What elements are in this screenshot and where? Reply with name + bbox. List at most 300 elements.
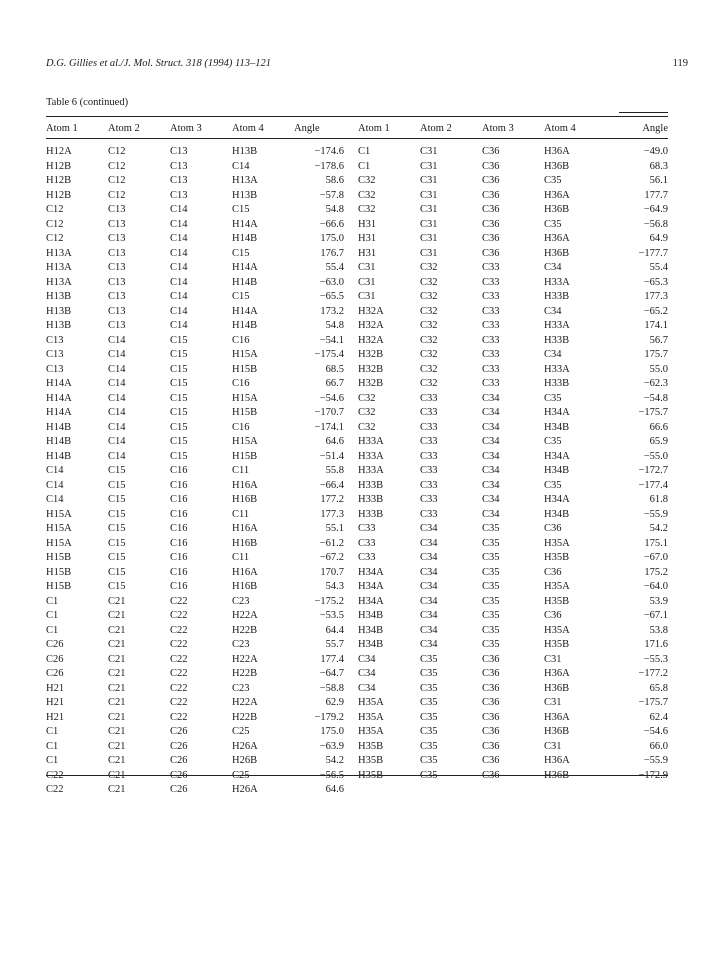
atom-cell: C13 — [108, 291, 126, 302]
atom-cell: H13B — [232, 146, 258, 157]
angle-cell: −62.3 — [643, 378, 668, 389]
angle-cell: −54.1 — [319, 334, 344, 346]
atom-cell: H34B — [358, 639, 384, 650]
atom-cell: C33 — [420, 450, 438, 462]
angle-cell: 175.0 — [320, 726, 344, 737]
atom-cell: H35B — [358, 740, 384, 752]
atom-cell: C34 — [482, 436, 500, 447]
atom-cell: C15 — [170, 378, 188, 389]
angle-cell: 68.3 — [649, 160, 668, 172]
atom-cell: C13 — [108, 320, 126, 331]
atom-cell: C32 — [358, 189, 376, 201]
atom-cell: C34 — [544, 349, 562, 360]
atom-cell: C34 — [420, 639, 438, 650]
atom-cell: H14B — [232, 320, 258, 331]
angle-cell: −177.7 — [638, 247, 668, 259]
table-row — [46, 624, 668, 639]
atom-cell: C14 — [170, 204, 188, 215]
angle-cell: −177.2 — [638, 668, 668, 679]
atom-cell: H26B — [232, 755, 258, 766]
atom-cell: C14 — [232, 160, 250, 172]
atom-cell: C21 — [108, 726, 126, 737]
atom-cell: H34A — [544, 407, 570, 418]
atom-cell: H34B — [544, 508, 570, 520]
table-row — [46, 566, 668, 581]
angle-cell: −174.6 — [314, 146, 344, 157]
atom-cell: H33A — [544, 320, 570, 331]
angle-cell: 55.4 — [649, 262, 668, 273]
atom-cell: H35B — [544, 552, 570, 563]
atom-cell: C15 — [108, 537, 126, 549]
angle-cell: 173.2 — [320, 305, 344, 317]
running-header — [46, 58, 688, 74]
atom-cell: H15B — [232, 363, 258, 375]
atom-cell: C34 — [420, 624, 438, 636]
angle-cell: 54.2 — [325, 755, 344, 766]
table-row — [46, 392, 668, 407]
angle-cell: 62.4 — [649, 711, 668, 723]
table-row — [46, 160, 668, 175]
atom-cell: C32 — [420, 334, 438, 346]
atom-cell: C34 — [358, 653, 376, 665]
angle-cell: −57.8 — [319, 189, 344, 201]
angle-cell: 54.2 — [649, 523, 668, 534]
atom-cell: C14 — [46, 465, 64, 476]
atom-cell: C26 — [170, 740, 188, 752]
atom-cell: C33 — [482, 334, 500, 346]
atom-cell: C35 — [482, 624, 500, 636]
atom-cell: C36 — [544, 566, 562, 578]
atom-cell: C21 — [108, 711, 126, 723]
column-header: Atom 4 — [232, 123, 264, 134]
column-gap — [344, 725, 358, 740]
atom-cell: H35B — [544, 595, 570, 607]
column-gap — [344, 174, 358, 189]
atom-cell: H15A — [232, 436, 258, 447]
atom-cell: C15 — [108, 479, 126, 491]
atom-cell: H14A — [46, 407, 72, 418]
atom-cell: C26 — [46, 639, 64, 650]
atom-cell: C16 — [170, 566, 188, 578]
table-row — [46, 522, 668, 537]
atom-cell: C32 — [358, 175, 376, 186]
atom-cell: C35 — [482, 610, 500, 621]
table-row — [46, 247, 668, 262]
atom-cell: C36 — [482, 755, 500, 766]
column-gap — [344, 160, 358, 175]
atom-cell: C16 — [170, 537, 188, 549]
table-row — [46, 653, 668, 668]
atom-cell: C14 — [170, 320, 188, 331]
atom-cell: C32 — [420, 305, 438, 317]
angle-cell: −175.7 — [638, 407, 668, 418]
atom-cell: C36 — [482, 218, 500, 230]
atom-cell: C33 — [482, 378, 500, 389]
atom-cell: H34B — [544, 465, 570, 476]
angle-cell: 55.7 — [325, 639, 344, 650]
atom-cell: C35 — [544, 218, 562, 230]
atom-cell: C35 — [420, 769, 438, 781]
atom-cell: H15B — [232, 407, 258, 418]
column-gap — [344, 406, 358, 421]
atom-cell: H13A — [46, 276, 72, 288]
column-gap — [344, 508, 358, 523]
atom-cell: H13A — [46, 262, 72, 273]
atom-cell: H35A — [358, 697, 384, 708]
column-gap — [344, 783, 358, 798]
atom-cell: H36A — [544, 711, 570, 723]
atom-cell: C33 — [482, 291, 500, 302]
torsion-angle-table — [46, 119, 668, 798]
table-row — [46, 508, 668, 523]
atom-cell: C22 — [170, 697, 188, 708]
table-row — [46, 754, 668, 769]
atom-cell: H33A — [358, 465, 384, 476]
atom-cell: C34 — [420, 523, 438, 534]
atom-cell: C34 — [482, 494, 500, 505]
atom-cell: H33B — [544, 291, 570, 302]
atom-cell: H15B — [46, 581, 72, 592]
atom-cell: H22A — [232, 653, 258, 665]
column-gap — [344, 638, 358, 653]
column-header: Atom 3 — [482, 123, 514, 134]
atom-cell: C33 — [420, 392, 438, 404]
atom-cell: H15A — [46, 523, 72, 534]
atom-cell: H15A — [46, 537, 72, 549]
column-gap — [344, 305, 358, 320]
angle-cell: −51.4 — [319, 450, 344, 462]
angle-cell: −178.6 — [314, 160, 344, 172]
atom-cell: H15B — [46, 566, 72, 578]
atom-cell: C16 — [232, 378, 250, 389]
atom-cell: C32 — [358, 407, 376, 418]
atom-cell: C23 — [232, 682, 250, 694]
angle-cell: 175.2 — [644, 566, 668, 578]
angle-cell: 56.7 — [649, 334, 668, 346]
angle-cell: −49.0 — [643, 146, 668, 157]
atom-cell: C32 — [358, 421, 376, 433]
atom-cell: H13B — [46, 320, 72, 331]
atom-cell: C14 — [108, 421, 126, 433]
atom-cell: H35A — [544, 537, 570, 549]
atom-cell: C21 — [108, 668, 126, 679]
atom-cell: C16 — [170, 581, 188, 592]
atom-cell: C15 — [170, 450, 188, 462]
atom-cell: H22B — [232, 711, 258, 723]
angle-cell: 66.0 — [649, 740, 668, 752]
atom-cell: H35B — [358, 755, 384, 766]
angle-cell: −56.8 — [643, 218, 668, 230]
angle-cell: 56.1 — [649, 175, 668, 186]
atom-cell: C15 — [170, 363, 188, 375]
atom-cell: C14 — [108, 349, 126, 360]
atom-cell: C15 — [108, 552, 126, 563]
atom-cell: H34A — [544, 494, 570, 505]
atom-cell: H33B — [358, 479, 384, 491]
atom-cell: C33 — [420, 479, 438, 491]
atom-cell: H36B — [544, 204, 570, 215]
column-gap — [344, 464, 358, 479]
atom-cell: C34 — [420, 595, 438, 607]
atom-cell: C36 — [482, 682, 500, 694]
table-row — [46, 189, 668, 204]
atom-cell: C32 — [358, 392, 376, 404]
atom-cell: H15B — [46, 552, 72, 563]
angle-cell: 54.8 — [325, 204, 344, 215]
atom-cell: C14 — [170, 218, 188, 230]
table-row — [46, 218, 668, 233]
atom-cell: C33 — [420, 494, 438, 505]
column-gap — [344, 276, 358, 291]
column-gap — [344, 653, 358, 668]
atom-cell: C15 — [170, 421, 188, 433]
atom-cell: H33A — [358, 450, 384, 462]
atom-cell — [358, 783, 420, 798]
atom-cell: C11 — [232, 465, 250, 476]
atom-cell: C22 — [170, 682, 188, 694]
table-row — [46, 711, 668, 726]
table-row — [46, 450, 668, 465]
column-gap — [344, 392, 358, 407]
atom-cell: C36 — [482, 668, 500, 679]
angle-cell: 53.9 — [649, 595, 668, 607]
atom-cell: H16A — [232, 479, 258, 491]
atom-cell: H14B — [232, 233, 258, 244]
atom-cell: H14A — [46, 378, 72, 389]
angle-cell: −175.2 — [314, 595, 344, 607]
atom-cell: C34 — [420, 552, 438, 563]
atom-cell: C31 — [420, 218, 438, 230]
angle-cell: 177.7 — [644, 189, 668, 201]
atom-cell: H34A — [358, 595, 384, 607]
table-row — [46, 174, 668, 189]
angle-cell: −54.8 — [643, 392, 668, 404]
column-gap — [344, 261, 358, 276]
atom-cell: C33 — [482, 363, 500, 375]
atom-cell: C23 — [232, 595, 250, 607]
atom-cell: H31 — [358, 247, 377, 259]
angle-cell: −67.2 — [319, 552, 344, 563]
atom-cell: C12 — [46, 233, 64, 244]
atom-cell: H32B — [358, 349, 384, 360]
atom-cell: C36 — [482, 160, 500, 172]
atom-cell: H22A — [232, 610, 258, 621]
table-row — [46, 783, 668, 798]
atom-cell: C35 — [482, 537, 500, 549]
atom-cell: C14 — [170, 276, 188, 288]
atom-cell: C34 — [482, 392, 500, 404]
atom-cell: C34 — [482, 479, 500, 491]
atom-cell: C11 — [232, 508, 250, 520]
atom-cell: C34 — [544, 262, 562, 273]
atom-cell: C35 — [420, 726, 438, 737]
angle-cell: −172.9 — [638, 769, 668, 781]
atom-cell: H13A — [46, 247, 72, 259]
atom-cell: C13 — [108, 276, 126, 288]
atom-cell: H15A — [46, 508, 72, 520]
angle-cell: 176.7 — [320, 247, 344, 259]
atom-cell: C13 — [170, 160, 188, 172]
atom-cell: C11 — [232, 552, 250, 563]
atom-cell: C21 — [108, 595, 126, 607]
atom-cell: C34 — [482, 407, 500, 418]
atom-cell: C21 — [108, 610, 126, 621]
atom-cell: C1 — [358, 146, 371, 157]
atom-cell: H36B — [544, 726, 570, 737]
atom-cell: C35 — [420, 697, 438, 708]
atom-cell — [420, 783, 482, 798]
angle-cell: −177.4 — [638, 479, 668, 491]
angle-cell: −172.7 — [638, 465, 668, 476]
atom-cell: C14 — [170, 247, 188, 259]
atom-cell: C22 — [170, 624, 188, 636]
page-number: 119 — [672, 58, 688, 69]
atom-cell: C21 — [108, 653, 126, 665]
angle-cell: −55.9 — [643, 508, 668, 520]
angle-cell: 177.2 — [320, 494, 344, 505]
atom-cell — [544, 783, 606, 798]
atom-cell: C21 — [108, 769, 126, 781]
atom-cell: C14 — [108, 334, 126, 346]
table-row — [46, 595, 668, 610]
atom-cell: C35 — [420, 740, 438, 752]
atom-cell: C22 — [170, 668, 188, 679]
atom-cell: C36 — [482, 175, 500, 186]
atom-cell: H14A — [46, 392, 72, 404]
column-gap — [344, 754, 358, 769]
atom-cell: C31 — [420, 175, 438, 186]
atom-cell: C32 — [420, 349, 438, 360]
atom-cell: C35 — [544, 175, 562, 186]
atom-cell: C15 — [108, 523, 126, 534]
angle-cell: 64.6 — [325, 784, 344, 795]
atom-cell: C36 — [482, 189, 500, 201]
atom-cell: C15 — [232, 204, 250, 215]
atom-cell: H32B — [358, 378, 384, 389]
atom-cell: C14 — [170, 233, 188, 244]
atom-cell: C16 — [170, 552, 188, 563]
atom-cell: C22 — [46, 769, 64, 781]
atom-cell: C33 — [420, 508, 438, 520]
atom-cell: H35B — [358, 769, 384, 781]
atom-cell: H12B — [46, 160, 72, 172]
atom-cell: C34 — [420, 610, 438, 621]
atom-cell: C31 — [358, 262, 376, 273]
atom-cell: C13 — [46, 363, 64, 375]
angle-cell: 177.4 — [320, 653, 344, 665]
atom-cell: H32A — [358, 305, 384, 317]
atom-cell: H14B — [46, 450, 72, 462]
atom-cell: C33 — [482, 262, 500, 273]
atom-cell: C21 — [108, 755, 126, 766]
angle-cell: −54.6 — [319, 392, 344, 404]
table-row — [46, 363, 668, 378]
atom-cell: C33 — [420, 465, 438, 476]
atom-cell: H12B — [46, 175, 72, 186]
angle-cell: 61.8 — [649, 494, 668, 505]
atom-cell: C36 — [482, 247, 500, 259]
atom-cell: H14B — [46, 436, 72, 447]
column-header: Atom 1 — [358, 123, 390, 134]
table-rule-short — [619, 112, 668, 113]
angle-cell: 64.6 — [325, 436, 344, 447]
angle-cell: 170.7 — [320, 566, 344, 578]
table-row — [46, 740, 668, 755]
column-gap — [344, 580, 358, 595]
atom-cell: C35 — [482, 523, 500, 534]
atom-cell: H31 — [358, 233, 377, 244]
atom-cell: C36 — [482, 204, 500, 215]
atom-cell: C14 — [46, 479, 64, 491]
column-header: Atom 3 — [170, 123, 202, 134]
atom-cell: C32 — [420, 363, 438, 375]
atom-cell: C15 — [232, 247, 250, 259]
atom-cell: C32 — [420, 262, 438, 273]
atom-cell: C22 — [170, 711, 188, 723]
atom-cell: C1 — [46, 624, 59, 636]
atom-cell: C21 — [108, 697, 126, 708]
atom-cell: H22B — [232, 668, 258, 679]
column-header: Atom 4 — [544, 123, 576, 134]
angle-cell: −61.2 — [319, 537, 344, 549]
atom-cell: C35 — [482, 566, 500, 578]
angle-cell: 55.0 — [649, 363, 668, 375]
atom-cell: H13B — [232, 189, 258, 201]
angle-cell: −175.4 — [314, 349, 344, 360]
atom-cell: C26 — [170, 784, 188, 795]
angle-cell: 54.8 — [325, 320, 344, 331]
atom-cell: H14A — [232, 305, 258, 317]
atom-cell: C35 — [544, 479, 562, 491]
table-row — [46, 276, 668, 291]
column-gap — [344, 203, 358, 218]
column-gap — [344, 711, 358, 726]
angle-cell: 174.1 — [644, 320, 668, 331]
atom-cell: C14 — [108, 407, 126, 418]
table-row — [46, 479, 668, 494]
angle-cell: 64.4 — [325, 624, 344, 636]
atom-cell: C35 — [482, 639, 500, 650]
angle-cell: −65.2 — [643, 305, 668, 317]
atom-cell: C35 — [544, 392, 562, 404]
column-gap — [344, 551, 358, 566]
atom-cell: C22 — [170, 653, 188, 665]
table-row — [46, 232, 668, 247]
angle-cell: −66.4 — [319, 479, 344, 491]
atom-cell: C13 — [108, 218, 126, 230]
atom-cell: C21 — [108, 624, 126, 636]
atom-cell: C36 — [544, 610, 562, 621]
atom-cell: C34 — [420, 537, 438, 549]
atom-cell: H33A — [358, 436, 384, 447]
atom-cell: C36 — [482, 726, 500, 737]
table-row — [46, 696, 668, 711]
atom-cell: H26A — [232, 784, 258, 795]
atom-cell: H36B — [544, 247, 570, 259]
atom-cell: C31 — [420, 160, 438, 172]
atom-cell: C14 — [108, 392, 126, 404]
angle-cell: −65.5 — [319, 291, 344, 302]
column-gap — [344, 189, 358, 204]
table-header-row — [46, 119, 668, 138]
column-gap — [344, 319, 358, 334]
atom-cell: H36B — [544, 769, 570, 781]
atom-cell: H35B — [544, 639, 570, 650]
table-row — [46, 348, 668, 363]
column-gap — [344, 537, 358, 552]
atom-cell: H35A — [544, 581, 570, 592]
angle-cell: −56.5 — [319, 769, 344, 781]
